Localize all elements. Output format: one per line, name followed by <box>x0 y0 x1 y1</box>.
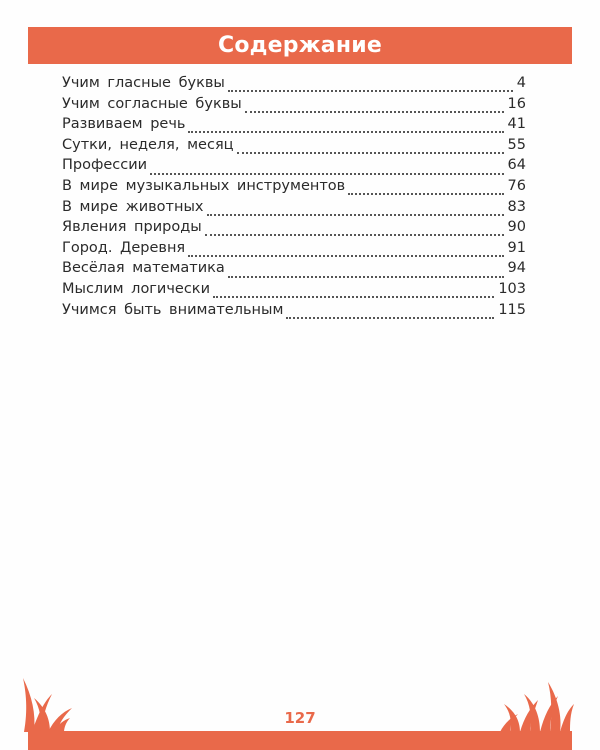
toc-entry[interactable] <box>62 137 526 158</box>
dot-leader <box>188 127 503 133</box>
footer-bar <box>28 731 572 750</box>
toc-entry-title: Весёлая математика <box>62 260 225 277</box>
page-title: Содержание <box>218 33 382 58</box>
toc-entry[interactable] <box>62 281 526 302</box>
toc-entry-title: В мире животных <box>62 198 204 215</box>
page-number: 127 <box>284 709 316 727</box>
dot-leader <box>286 313 494 319</box>
toc-entry-page: 91 <box>507 239 526 256</box>
toc-entry[interactable] <box>62 302 526 323</box>
toc-entry-page: 76 <box>507 177 526 194</box>
title-banner <box>28 27 572 64</box>
toc-entry-page: 83 <box>507 198 526 215</box>
dot-leader <box>205 230 504 236</box>
toc-entry[interactable] <box>62 199 526 220</box>
dot-leader <box>213 292 494 298</box>
dot-leader <box>245 107 504 113</box>
dot-leader <box>348 189 503 195</box>
table-of-contents <box>62 75 526 322</box>
toc-entry[interactable] <box>62 240 526 261</box>
dot-leader <box>207 210 504 216</box>
toc-entry[interactable] <box>62 96 526 117</box>
toc-entry-page: 103 <box>498 280 526 297</box>
toc-entry-title: Развиваем речь <box>62 116 186 133</box>
toc-entry[interactable] <box>62 116 526 137</box>
toc-entry[interactable] <box>62 260 526 281</box>
toc-entry-title: Профессии <box>62 157 148 174</box>
toc-entry[interactable] <box>62 75 526 96</box>
toc-entry-page: 16 <box>507 95 526 112</box>
toc-entry-title: Мыслим логически <box>62 280 210 297</box>
dot-leader <box>150 169 503 175</box>
toc-entry-title: Город. Деревня <box>62 239 186 256</box>
toc-entry[interactable] <box>62 157 526 178</box>
dot-leader <box>188 251 503 257</box>
toc-entry-page: 90 <box>507 219 526 236</box>
toc-entry[interactable] <box>62 178 526 199</box>
dot-leader <box>228 272 504 278</box>
toc-entry-page: 115 <box>498 301 526 318</box>
toc-entry[interactable] <box>62 219 526 240</box>
toc-entry-title: Учимся быть внимательным <box>62 301 284 318</box>
toc-entry-page: 41 <box>507 116 526 133</box>
toc-entry-page: 55 <box>507 136 526 153</box>
toc-entry-page: 4 <box>516 75 526 91</box>
toc-entry-title: Учим гласные буквы <box>62 75 225 91</box>
toc-entry-page: 64 <box>507 157 526 174</box>
toc-entry-title: Явления природы <box>62 219 202 236</box>
dot-leader <box>237 148 504 154</box>
toc-entry-page: 94 <box>507 260 526 277</box>
toc-entry-title: В мире музыкальных инструментов <box>62 177 346 194</box>
toc-entry-title: Учим согласные буквы <box>62 95 242 112</box>
toc-entry-title: Сутки, неделя, месяц <box>62 136 234 153</box>
dot-leader <box>228 86 513 92</box>
